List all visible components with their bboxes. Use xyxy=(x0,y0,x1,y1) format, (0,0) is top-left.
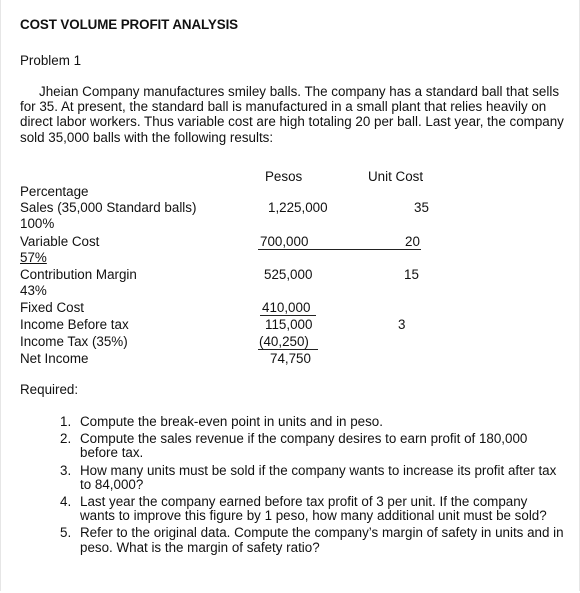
unit-income-before-tax: 3 xyxy=(398,317,406,332)
label-fixed-cost: Fixed Cost xyxy=(20,300,84,315)
list-item xyxy=(60,432,565,460)
list-item xyxy=(60,415,565,429)
question-list xyxy=(60,415,565,558)
problem-paragraph: Jheian Company manufactures smiley balls. The company has a standard ball that sells for 35. At present, the standard ball is manufactured in a small plant that relies heavily on direct labor workers. Thus variable cost are high totaling 20 per ball. Last year, the company sold 35,000 balls with the following results: xyxy=(20,84,564,145)
problem-label: Problem 1 xyxy=(20,53,82,68)
list-item xyxy=(60,464,565,492)
question-number: 4. xyxy=(60,494,72,510)
pesos-income-before-tax: 115,000 xyxy=(265,317,313,332)
label-sales: Sales (35,000 Standard balls) xyxy=(20,200,197,215)
label-contribution-margin: Contribution Margin xyxy=(20,267,137,282)
list-item xyxy=(60,526,565,554)
question-number: 3. xyxy=(60,462,72,478)
question-text: Last year the company earned before tax profit of 3 per unit. If the company wants to improve this figure by 1 peso, how many additional unit must be sold? xyxy=(80,494,547,524)
label-variable-cost-pct: 57% xyxy=(20,250,47,265)
label-net-income: Net Income xyxy=(20,351,89,366)
unit-contribution-margin: 15 xyxy=(404,267,419,282)
label-percentage: Percentage xyxy=(20,184,89,199)
unit-variable-cost: 20 xyxy=(405,234,420,249)
label-contribution-margin-pct: 43% xyxy=(20,283,47,298)
unit-sales: 35 xyxy=(414,200,429,215)
variable-cost-underline xyxy=(258,249,421,250)
question-number: 2. xyxy=(60,431,72,447)
list-item xyxy=(60,495,565,523)
required-label: Required: xyxy=(20,382,79,397)
label-variable-cost: Variable Cost xyxy=(20,234,100,249)
pesos-sales: 1,225,000 xyxy=(268,200,328,215)
question-text: Compute the sales revenue if the company desires to earn profit of 180,000 before tax. xyxy=(80,431,528,461)
header-pesos: Pesos xyxy=(265,169,303,184)
label-income-tax: Income Tax (35%) xyxy=(20,334,128,349)
fixed-cost-underline xyxy=(260,315,316,316)
pesos-income-tax: (40,250) xyxy=(259,334,309,349)
label-income-before-tax: Income Before tax xyxy=(20,317,129,332)
header-unit-cost: Unit Cost xyxy=(368,169,424,184)
document-title: COST VOLUME PROFIT ANALYSIS xyxy=(20,17,239,32)
pesos-variable-cost: 700,000 xyxy=(260,234,309,249)
question-text: Compute the break-even point in units and in peso. xyxy=(80,414,383,429)
question-text: Refer to the original data. Compute the company’s margin of safety in units and in peso. What is the margin of safety ratio? xyxy=(80,525,564,555)
pesos-contribution-margin: 525,000 xyxy=(264,267,313,282)
question-number: 5. xyxy=(60,525,72,541)
label-sales-pct: 100% xyxy=(20,216,55,231)
question-number: 1. xyxy=(60,414,72,429)
pesos-fixed-cost: 410,000 xyxy=(262,300,311,315)
income-tax-underline xyxy=(258,349,318,350)
pesos-net-income: 74,750 xyxy=(270,351,311,366)
question-text: How many units must be sold if the company wants to increase its profit after tax to 84,000? xyxy=(80,462,557,492)
